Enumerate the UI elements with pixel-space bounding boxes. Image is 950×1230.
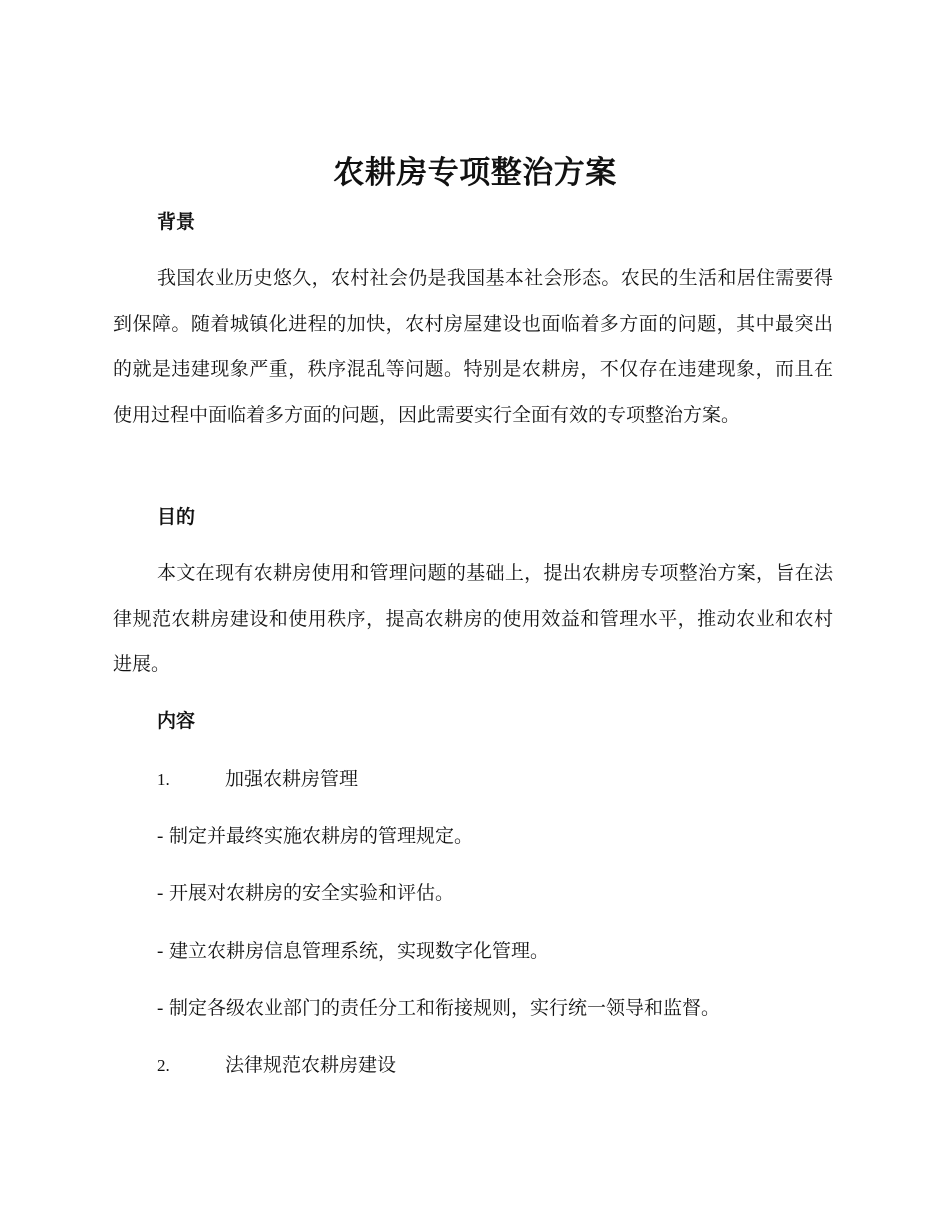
purpose-paragraph: 本文在现有农耕房使用和管理问题的基础上，提出农耕房专项整治方案，旨在法律规范农耕房建设和使用秩序，提高农耕房的使用效益和管理水平，推动农业和农村进展。 bbox=[113, 562, 833, 675]
bullet-text: 制定并最终实施农耕房的管理规定。 bbox=[169, 825, 474, 847]
bullet-dash: - bbox=[157, 998, 164, 1019]
bullet-item bbox=[157, 994, 837, 1023]
bullet-text: 建立农耕房信息管理系统，实现数字化管理。 bbox=[169, 940, 550, 962]
content-item-2 bbox=[157, 1051, 757, 1080]
content-item-1 bbox=[157, 765, 757, 794]
item-title: 法律规范农耕房建设 bbox=[225, 1054, 397, 1076]
bullet-item bbox=[157, 937, 837, 966]
bullet-text: 开展对农耕房的安全实验和评估。 bbox=[169, 882, 455, 904]
section-heading-purpose: 目的 bbox=[157, 506, 196, 528]
bullet-dash: - bbox=[157, 883, 164, 904]
section-heading-background: 背景 bbox=[157, 211, 196, 233]
document-title: 农耕房专项整治方案 bbox=[333, 155, 617, 191]
bullet-dash: - bbox=[157, 941, 164, 962]
bullet-item bbox=[157, 879, 837, 908]
item-number: 1. bbox=[157, 770, 170, 789]
bullet-dash: - bbox=[157, 826, 164, 847]
background-paragraph: 我国农业历史悠久，农村社会仍是我国基本社会形态。农民的生活和居住需要得到保障。随着城镇化进程的加快，农村房屋建设也面临着多方面的问题，其中最突出的就是违建现象严重，秩序混乱等问题。特别是农耕房，不仅存在违建现象，而且在使用过程中面临着多方面的问题，因此需要实行全面有效的专项整治方案。 bbox=[113, 267, 833, 426]
bullet-text: 制定各级农业部门的责任分工和衔接规则，实行统一领导和监督。 bbox=[169, 997, 721, 1019]
item-title: 加强农耕房管理 bbox=[225, 768, 359, 790]
bullet-item bbox=[157, 822, 837, 851]
item-number: 2. bbox=[157, 1056, 170, 1075]
section-heading-content: 内容 bbox=[157, 710, 196, 732]
